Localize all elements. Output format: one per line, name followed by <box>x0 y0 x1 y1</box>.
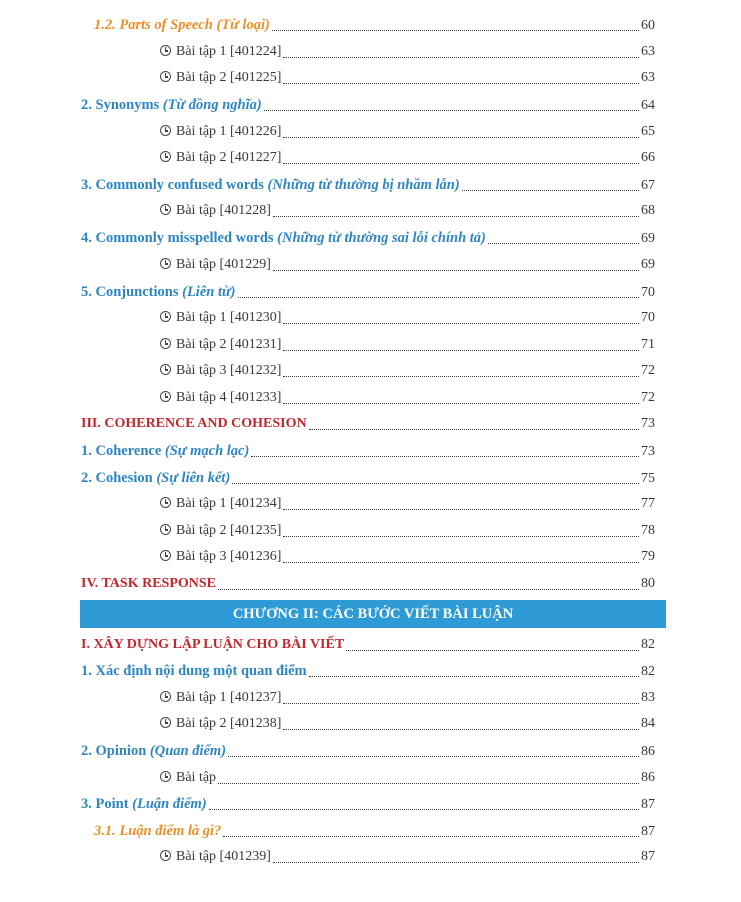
dot-leader <box>273 215 639 217</box>
toc-label-main: III. COHERENCE AND COHESION <box>81 416 307 431</box>
page-number: 80 <box>641 576 655 591</box>
dot-leader <box>209 808 639 810</box>
dot-leader <box>228 755 639 757</box>
clock-icon <box>160 125 171 136</box>
toc-label-main: 1. Xác định nội dung một quan điểm <box>81 663 307 679</box>
page-number: 60 <box>641 18 655 33</box>
toc-section-row[interactable] <box>0 281 741 303</box>
toc-label-main: Bài tập 1 [401234] <box>176 496 282 511</box>
toc-label-vietnamese: (Liên từ) <box>182 284 236 300</box>
dot-leader <box>283 402 639 404</box>
toc-label-main: 2. Synonyms <box>81 97 163 113</box>
toc-label <box>160 767 216 789</box>
toc-label-main: Bài tập 2 [401231] <box>176 337 282 352</box>
clock-icon <box>160 771 171 782</box>
toc-line <box>160 546 655 568</box>
toc-label-main: Bài tập 2 [401227] <box>176 150 282 165</box>
toc-section-row[interactable] <box>0 440 741 462</box>
clock-icon <box>160 151 171 162</box>
toc-line <box>160 713 655 735</box>
toc-label <box>81 660 307 682</box>
toc-section-row[interactable] <box>0 94 741 116</box>
toc-label-main: Bài tập 1 [401230] <box>176 310 282 325</box>
toc-label-vietnamese: (Sự liên kết) <box>156 470 231 486</box>
page-number: 84 <box>641 716 655 731</box>
toc-label-main: 5. Conjunctions <box>81 284 183 300</box>
page-number: 75 <box>641 471 655 486</box>
page-number: 63 <box>641 44 655 59</box>
clock-icon <box>160 691 171 702</box>
page-number: 66 <box>641 150 655 165</box>
toc-line <box>94 14 655 36</box>
dot-leader <box>223 835 639 837</box>
page-number: 67 <box>641 178 655 193</box>
toc-label-main: 1. Coherence <box>81 443 165 459</box>
toc-label-main: 3. Commonly confused words <box>81 177 268 193</box>
toc-label-main: Bài tập [401228] <box>176 203 271 218</box>
clock-icon <box>160 717 171 728</box>
dot-leader <box>309 675 639 677</box>
dot-leader <box>238 296 639 298</box>
toc-label-main: IV. TASK RESPONSE <box>81 576 216 591</box>
page-number: 87 <box>641 849 655 864</box>
page-number: 69 <box>641 231 655 246</box>
toc-label <box>160 493 281 515</box>
toc-label-main: Bài tập 3 [401232] <box>176 363 282 378</box>
toc-exercise-row[interactable] <box>0 846 741 868</box>
dot-leader <box>283 535 639 537</box>
toc-exercise-row[interactable] <box>0 767 741 789</box>
toc-line <box>81 467 655 489</box>
toc-exercise-row[interactable] <box>0 493 741 515</box>
page-number: 63 <box>641 70 655 85</box>
toc-line <box>94 820 655 842</box>
toc-label-vietnamese: (Từ đồng nghĩa) <box>162 97 262 113</box>
clock-icon <box>160 364 171 375</box>
toc-label <box>160 254 271 276</box>
clock-icon <box>160 497 171 508</box>
toc-section-row[interactable] <box>0 14 741 36</box>
toc-label <box>81 740 226 762</box>
toc-label <box>81 440 249 462</box>
page-number: 86 <box>641 770 655 785</box>
toc-label <box>160 307 281 329</box>
toc-label <box>94 820 221 842</box>
clock-icon <box>160 71 171 82</box>
dot-leader <box>272 29 639 31</box>
toc-label <box>81 413 307 435</box>
toc-label-main: 4. Commonly misspelled words <box>81 230 278 246</box>
page-number: 70 <box>641 285 655 300</box>
toc-section-row[interactable] <box>0 573 741 595</box>
toc-exercise-row[interactable] <box>0 121 741 143</box>
toc-label <box>81 94 262 116</box>
page-number: 73 <box>641 416 655 431</box>
toc-exercise-row[interactable] <box>0 713 741 735</box>
page-number: 64 <box>641 98 655 113</box>
toc-label <box>81 174 460 196</box>
toc-line <box>160 387 655 409</box>
toc-line <box>81 660 655 682</box>
toc-section-row[interactable] <box>0 227 741 249</box>
toc-label <box>160 687 281 709</box>
toc-line <box>160 67 655 89</box>
toc-label-main: Bài tập 2 [401235] <box>176 523 282 538</box>
toc-label <box>160 147 281 169</box>
toc-label-main: Bài tập 2 [401238] <box>176 716 282 731</box>
page-number: 87 <box>641 824 655 839</box>
toc-label <box>160 387 281 409</box>
clock-icon <box>160 258 171 269</box>
toc-section-row[interactable] <box>0 174 741 196</box>
toc-exercise-row[interactable] <box>0 334 741 356</box>
toc-label-main: 2. Opinion <box>81 743 150 759</box>
toc-label <box>160 67 281 89</box>
toc-line <box>160 334 655 356</box>
toc-label <box>81 573 216 595</box>
toc-line <box>160 767 655 789</box>
chapter-banner <box>80 600 666 628</box>
toc-line <box>81 740 655 762</box>
dot-leader <box>283 56 639 58</box>
page-number: 82 <box>641 637 655 652</box>
toc-exercise-row[interactable] <box>0 307 741 329</box>
toc-label <box>160 41 281 63</box>
toc-label-main: 2. Cohesion <box>81 470 157 486</box>
dot-leader <box>488 242 639 244</box>
page-number: 77 <box>641 496 655 511</box>
toc-label <box>160 713 281 735</box>
toc-label-vietnamese: (Sự mạch lạc) <box>164 443 250 459</box>
page-number: 68 <box>641 203 655 218</box>
toc-section-row[interactable] <box>0 467 741 489</box>
dot-leader <box>283 349 639 351</box>
toc-label <box>81 793 207 815</box>
toc-line <box>160 147 655 169</box>
toc-line <box>81 413 655 435</box>
toc-line <box>81 440 655 462</box>
dot-leader <box>283 136 639 138</box>
toc-label-main: I. XÂY DỰNG LẬP LUẬN CHO BÀI VIẾT <box>81 637 345 652</box>
toc-label-main: Bài tập 4 [401233] <box>176 390 282 405</box>
dot-leader <box>218 588 639 590</box>
dot-leader <box>283 508 639 510</box>
toc-section-row[interactable] <box>0 740 741 762</box>
toc-section-row[interactable] <box>0 634 741 656</box>
toc-label-main: Bài tập 1 [401226] <box>176 124 282 139</box>
page-number: 72 <box>641 390 655 405</box>
toc-label <box>81 227 486 249</box>
dot-leader <box>218 782 639 784</box>
toc-label-main: 3. Point <box>81 796 133 812</box>
toc-line <box>81 281 655 303</box>
toc-label <box>160 360 281 382</box>
toc-exercise-row[interactable] <box>0 41 741 63</box>
page-number: 87 <box>641 797 655 812</box>
toc-line <box>160 493 655 515</box>
toc-label <box>81 467 230 489</box>
page-number: 71 <box>641 337 655 352</box>
page-number: 82 <box>641 664 655 679</box>
toc-exercise-row[interactable] <box>0 67 741 89</box>
toc-label <box>160 200 271 222</box>
dot-leader <box>283 728 639 730</box>
toc-label-vietnamese: (Luận điểm) <box>132 796 207 812</box>
toc-label <box>160 520 281 542</box>
dot-leader <box>232 482 639 484</box>
toc-label-main: 3.1. Luận điểm là gì? <box>94 823 222 839</box>
toc-label-main: Bài tập [401239] <box>176 849 271 864</box>
toc-line <box>160 254 655 276</box>
clock-icon <box>160 204 171 215</box>
dot-leader <box>251 455 639 457</box>
toc-label-main: Bài tập [401229] <box>176 257 271 272</box>
toc-label <box>160 334 281 356</box>
toc-line <box>160 360 655 382</box>
toc-label-vietnamese: (Từ loại) <box>212 17 270 33</box>
page-number: 65 <box>641 124 655 139</box>
page-number: 72 <box>641 363 655 378</box>
dot-leader <box>283 82 639 84</box>
toc-label-main: Bài tập 3 [401236] <box>176 549 282 564</box>
dot-leader <box>283 162 639 164</box>
toc-label <box>94 14 270 36</box>
toc-line <box>81 94 655 116</box>
toc-exercise-row[interactable] <box>0 687 741 709</box>
toc-label-vietnamese: (Quan điểm) <box>149 743 227 759</box>
toc-label-main: 1.2. Parts of Speech <box>94 17 213 33</box>
page-number: 69 <box>641 257 655 272</box>
toc-label-main: Bài tập 1 [401237] <box>176 690 282 705</box>
clock-icon <box>160 524 171 535</box>
dot-leader <box>346 649 639 651</box>
toc-line <box>81 573 655 595</box>
toc-section-row[interactable] <box>0 413 741 435</box>
toc-section-row[interactable] <box>0 793 741 815</box>
toc-line <box>160 520 655 542</box>
toc-line <box>160 41 655 63</box>
toc-exercise-row[interactable] <box>0 147 741 169</box>
toc-line <box>160 121 655 143</box>
toc-label-vietnamese: (Những từ thường sai lỗi chính tả) <box>277 230 486 246</box>
toc-label <box>160 121 281 143</box>
clock-icon <box>160 550 171 561</box>
toc-label <box>160 546 281 568</box>
dot-leader <box>273 269 639 271</box>
toc-line <box>81 793 655 815</box>
clock-icon <box>160 45 171 56</box>
toc-label-main: Bài tập 2 [401225] <box>176 70 282 85</box>
toc-label-main: Bài tập 1 [401224] <box>176 44 282 59</box>
dot-leader <box>283 322 639 324</box>
toc-exercise-row[interactable] <box>0 200 741 222</box>
clock-icon <box>160 850 171 861</box>
toc-section-row[interactable] <box>0 660 741 682</box>
chapter-title: CHƯƠNG II: CÁC BƯỚC VIẾT BÀI LUẬN <box>232 605 514 622</box>
dot-leader <box>283 561 639 563</box>
dot-leader <box>273 861 639 863</box>
dot-leader <box>283 375 639 377</box>
toc-exercise-row[interactable] <box>0 546 741 568</box>
page-number: 83 <box>641 690 655 705</box>
toc-line <box>81 174 655 196</box>
toc-line <box>160 307 655 329</box>
toc-label <box>81 634 344 656</box>
page-number: 86 <box>641 744 655 759</box>
toc-line <box>160 200 655 222</box>
clock-icon <box>160 391 171 402</box>
toc-label <box>81 281 236 303</box>
clock-icon <box>160 311 171 322</box>
toc-line <box>160 687 655 709</box>
toc-label-main: Bài tập <box>176 770 217 785</box>
page-number: 73 <box>641 444 655 459</box>
dot-leader <box>309 428 639 430</box>
page-number: 78 <box>641 523 655 538</box>
dot-leader <box>264 109 639 111</box>
toc-line <box>81 227 655 249</box>
toc-exercise-row[interactable] <box>0 520 741 542</box>
dot-leader <box>462 189 639 191</box>
page-number: 79 <box>641 549 655 564</box>
toc-section-row[interactable] <box>0 820 741 842</box>
toc-label <box>160 846 271 868</box>
dot-leader <box>283 702 639 704</box>
clock-icon <box>160 338 171 349</box>
toc-label-vietnamese: (Những từ thường bị nhầm lẫn) <box>267 177 460 193</box>
toc-line <box>81 634 655 656</box>
toc-exercise-row[interactable] <box>0 254 741 276</box>
toc-exercise-row[interactable] <box>0 360 741 382</box>
toc-exercise-row[interactable] <box>0 387 741 409</box>
page-number: 70 <box>641 310 655 325</box>
toc-line <box>160 846 655 868</box>
